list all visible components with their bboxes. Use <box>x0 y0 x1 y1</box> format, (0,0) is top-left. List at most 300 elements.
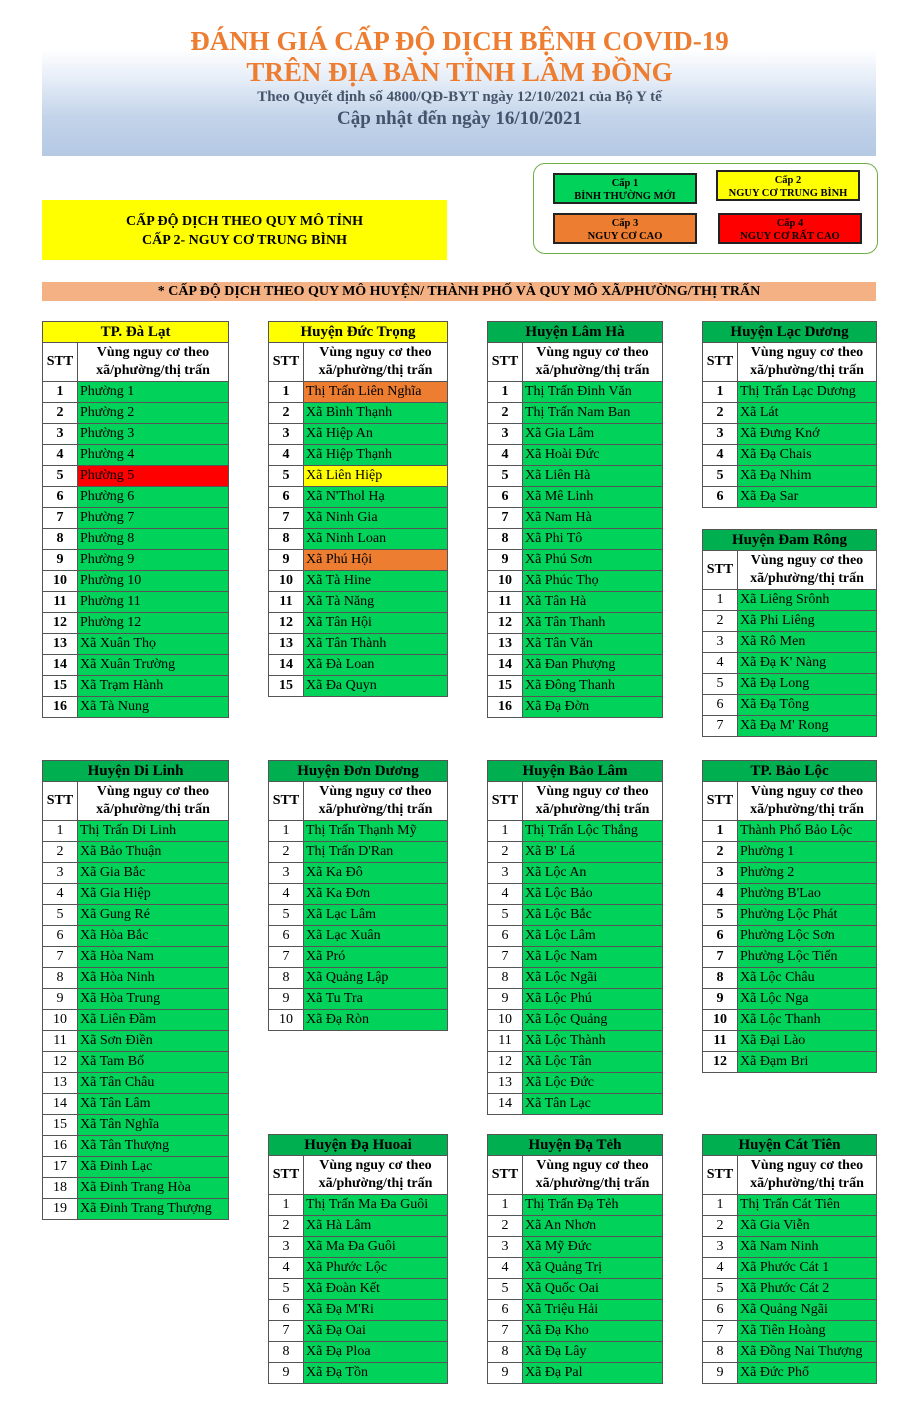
row-number: 7 <box>703 1321 738 1342</box>
row-number: 11 <box>703 1031 738 1052</box>
commune-name: Phường 1 <box>738 842 877 863</box>
commune-name: Phường 4 <box>78 445 229 466</box>
row-number: 2 <box>269 842 304 863</box>
commune-name: Xã Phước Cát 1 <box>738 1258 877 1279</box>
row-number: 5 <box>43 905 78 926</box>
commune-name: Xã Tà Hine <box>304 571 448 592</box>
table-row <box>269 634 448 655</box>
table-row <box>269 613 448 634</box>
table-row <box>488 842 663 863</box>
row-number: 9 <box>269 1363 304 1384</box>
row-number: 4 <box>488 884 523 905</box>
row-number: 9 <box>488 989 523 1010</box>
table-row <box>703 382 877 403</box>
table-row <box>269 989 448 1010</box>
commune-name: Xã Đạ Sar <box>738 487 877 508</box>
commune-name: Xã Xuân Trường <box>78 655 229 676</box>
commune-name: Xã Liên Hà <box>523 466 663 487</box>
commune-name: Xã Tân Văn <box>523 634 663 655</box>
district-table <box>42 321 229 718</box>
row-number: 14 <box>488 655 523 676</box>
district-table <box>702 321 877 508</box>
table-row <box>43 466 229 487</box>
commune-name: Xã Lộc Tân <box>523 1052 663 1073</box>
commune-name: Phường 10 <box>78 571 229 592</box>
row-number: 14 <box>269 655 304 676</box>
table-row <box>43 1073 229 1094</box>
commune-name: Thị Trấn Ma Đa Guôi <box>304 1195 448 1216</box>
commune-name: Xã Phú Hội <box>304 550 448 571</box>
row-number: 2 <box>703 1216 738 1237</box>
district-table <box>268 760 448 1031</box>
commune-name: Xã Đạ K' Nàng <box>738 653 877 674</box>
commune-name: Xã Đinh Trang Hòa <box>78 1178 229 1199</box>
commune-name: Xã Quảng Lập <box>304 968 448 989</box>
district-table <box>487 1134 663 1384</box>
row-number: 5 <box>488 466 523 487</box>
row-number: 14 <box>43 655 78 676</box>
commune-name: Xã Quốc Oai <box>523 1279 663 1300</box>
row-number: 7 <box>43 508 78 529</box>
table-row <box>269 842 448 863</box>
row-number: 4 <box>269 884 304 905</box>
commune-name: Phường 11 <box>78 592 229 613</box>
table-row <box>703 611 877 632</box>
commune-name: Xã Xuân Thọ <box>78 634 229 655</box>
row-number: 1 <box>703 382 738 403</box>
table-row <box>269 884 448 905</box>
table-row <box>488 926 663 947</box>
table-row <box>488 989 663 1010</box>
table-row <box>488 821 663 842</box>
row-number: 16 <box>43 697 78 718</box>
table-row <box>43 1031 229 1052</box>
table-row <box>269 821 448 842</box>
table-row <box>703 403 877 424</box>
table-row <box>703 695 877 716</box>
commune-name: Xã Gia Viễn <box>738 1216 877 1237</box>
commune-name: Xã Lộc An <box>523 863 663 884</box>
commune-name: Xã Triệu Hải <box>523 1300 663 1321</box>
commune-name: Xã Tân Hội <box>304 613 448 634</box>
legend-level-2-label: Cấp 2 <box>774 175 802 186</box>
commune-name: Xã Đồng Nai Thượng <box>738 1342 877 1363</box>
table-row <box>43 382 229 403</box>
table-row <box>43 550 229 571</box>
table-row <box>43 1052 229 1073</box>
table-row <box>269 1321 448 1342</box>
table-row <box>269 466 448 487</box>
area-header-line2: xã/phường/thị trấn <box>535 1176 650 1191</box>
table-row <box>43 947 229 968</box>
commune-name: Xã Bình Thạnh <box>304 403 448 424</box>
table-row <box>43 403 229 424</box>
table-row <box>703 842 877 863</box>
row-number: 6 <box>703 1300 738 1321</box>
province-level-value: CẤP 2- NGUY CƠ TRUNG BÌNH <box>142 233 347 248</box>
row-number: 8 <box>703 1342 738 1363</box>
district-title: Huyện Đạ Tẻh <box>488 1135 663 1156</box>
table-row <box>488 424 663 445</box>
commune-name: Xã Tân Lạc <box>523 1094 663 1115</box>
table-row <box>43 926 229 947</box>
table-row <box>43 592 229 613</box>
table-row <box>43 445 229 466</box>
row-number: 4 <box>269 445 304 466</box>
row-number: 9 <box>43 989 78 1010</box>
row-number: 6 <box>43 487 78 508</box>
area-header-line1: Vùng nguy cơ theo <box>319 1158 432 1173</box>
table-row <box>43 613 229 634</box>
row-number: 6 <box>488 926 523 947</box>
commune-name: Phường 6 <box>78 487 229 508</box>
commune-name: Xã Hòa Ninh <box>78 968 229 989</box>
commune-name: Thị Trấn Di Linh <box>78 821 229 842</box>
row-number: 7 <box>488 947 523 968</box>
row-number: 2 <box>488 842 523 863</box>
commune-name: Xã Ninh Gia <box>304 508 448 529</box>
table-row <box>43 571 229 592</box>
row-number: 3 <box>269 863 304 884</box>
table-row <box>43 884 229 905</box>
row-number: 18 <box>43 1178 78 1199</box>
commune-name: Xã Phi Tô <box>523 529 663 550</box>
title-line1: ĐÁNH GIÁ CẤP ĐỘ DỊCH BỆNH COVID-19 <box>190 26 729 56</box>
table-row <box>488 1363 663 1384</box>
district-table <box>42 760 229 1220</box>
table-row <box>703 1279 877 1300</box>
table-row <box>269 1216 448 1237</box>
commune-name: Xã Phước Cát 2 <box>738 1279 877 1300</box>
area-header-line1: Vùng nguy cơ theo <box>96 784 210 799</box>
commune-name: Phường Lộc Sơn <box>738 926 877 947</box>
table-row <box>703 1321 877 1342</box>
row-number: 2 <box>703 611 738 632</box>
row-number: 7 <box>269 508 304 529</box>
area-header <box>304 782 448 821</box>
district-table <box>702 760 877 1073</box>
row-number: 15 <box>43 1115 78 1136</box>
table-row <box>703 445 877 466</box>
table-row <box>703 863 877 884</box>
table-row <box>43 487 229 508</box>
legend-level-3 <box>553 213 697 244</box>
commune-name: Xã Đan Phượng <box>523 655 663 676</box>
row-number: 8 <box>269 1342 304 1363</box>
row-number: 9 <box>269 550 304 571</box>
legend-level-2 <box>716 170 860 201</box>
area-header-line1: Vùng nguy cơ theo <box>750 1158 864 1173</box>
row-number: 4 <box>488 445 523 466</box>
commune-name: Thị Trấn Cát Tiên <box>738 1195 877 1216</box>
row-number: 6 <box>703 487 738 508</box>
row-number: 7 <box>488 1321 523 1342</box>
table-row <box>488 550 663 571</box>
area-header <box>304 1156 448 1195</box>
table-row <box>43 989 229 1010</box>
row-number: 7 <box>703 716 738 737</box>
area-header-line1: Vùng nguy cơ theo <box>536 1158 649 1173</box>
row-number: 4 <box>269 1258 304 1279</box>
legend-level-1 <box>553 173 697 204</box>
commune-name: Xã Đạ Lây <box>523 1342 663 1363</box>
row-number: 16 <box>488 697 523 718</box>
area-header <box>304 343 448 382</box>
table-row <box>43 863 229 884</box>
district-table <box>702 1134 877 1384</box>
row-number: 4 <box>488 1258 523 1279</box>
commune-name: Xã B' Lá <box>523 842 663 863</box>
table-row <box>488 1216 663 1237</box>
stt-header: STT <box>703 551 738 590</box>
row-number: 15 <box>488 676 523 697</box>
row-number: 16 <box>43 1136 78 1157</box>
table-row <box>703 1031 877 1052</box>
row-number: 2 <box>269 403 304 424</box>
commune-name: Xã Tân Lâm <box>78 1094 229 1115</box>
row-number: 2 <box>43 403 78 424</box>
row-number: 8 <box>269 968 304 989</box>
commune-name: Xã Đạ Ploa <box>304 1342 448 1363</box>
row-number: 13 <box>488 634 523 655</box>
commune-name: Xã Đà Loan <box>304 655 448 676</box>
commune-name: Xã Gia Bắc <box>78 863 229 884</box>
row-number: 11 <box>488 1031 523 1052</box>
row-number: 3 <box>269 1237 304 1258</box>
commune-name: Xã Đinh Trang Thượng <box>78 1199 229 1220</box>
commune-name: Xã Gia Hiệp <box>78 884 229 905</box>
table-row <box>269 1237 448 1258</box>
row-number: 6 <box>488 1300 523 1321</box>
row-number: 6 <box>488 487 523 508</box>
row-number: 12 <box>703 1052 738 1073</box>
table-row <box>269 382 448 403</box>
row-number: 8 <box>703 968 738 989</box>
table-row <box>43 634 229 655</box>
row-number: 15 <box>269 676 304 697</box>
commune-name: Xã Đạ M' Rong <box>738 716 877 737</box>
table-row <box>703 821 877 842</box>
table-row <box>703 905 877 926</box>
table-row <box>703 466 877 487</box>
stt-header: STT <box>488 782 523 821</box>
row-number: 14 <box>488 1094 523 1115</box>
table-row <box>269 592 448 613</box>
commune-name: Phường B'Lao <box>738 884 877 905</box>
table-row <box>43 1010 229 1031</box>
commune-name: Xã Hoài Đức <box>523 445 663 466</box>
area-header-line1: Vùng nguy cơ theo <box>96 345 210 360</box>
row-number: 5 <box>269 466 304 487</box>
table-row <box>488 382 663 403</box>
table-row <box>269 676 448 697</box>
row-number: 11 <box>269 592 304 613</box>
district-title: Huyện Cát Tiên <box>703 1135 877 1156</box>
row-number: 9 <box>269 989 304 1010</box>
row-number: 9 <box>703 1363 738 1384</box>
commune-name: Thị Trấn Lạc Dương <box>738 382 877 403</box>
table-row <box>488 403 663 424</box>
table-row <box>703 590 877 611</box>
commune-name: Xã Lộc Thanh <box>738 1010 877 1031</box>
commune-name: Phường Lộc Phát <box>738 905 877 926</box>
row-number: 4 <box>703 445 738 466</box>
commune-name: Xã Lát <box>738 403 877 424</box>
commune-name: Xã Ka Đơn <box>304 884 448 905</box>
table-row <box>488 445 663 466</box>
district-table <box>702 529 877 737</box>
commune-name: Thị Trấn Đinh Văn <box>523 382 663 403</box>
row-number: 3 <box>269 424 304 445</box>
row-number: 4 <box>43 884 78 905</box>
commune-name: Phường 2 <box>738 863 877 884</box>
row-number: 5 <box>43 466 78 487</box>
area-header <box>738 551 877 590</box>
row-number: 5 <box>703 905 738 926</box>
row-number: 8 <box>488 529 523 550</box>
table-row <box>269 550 448 571</box>
table-row <box>488 592 663 613</box>
commune-name: Phường 8 <box>78 529 229 550</box>
commune-name: Xã Quảng Trị <box>523 1258 663 1279</box>
row-number: 12 <box>488 1052 523 1073</box>
table-row <box>703 968 877 989</box>
stt-header: STT <box>488 1156 523 1195</box>
district-table <box>487 321 663 718</box>
district-table <box>487 760 663 1115</box>
table-row <box>703 424 877 445</box>
row-number: 1 <box>488 382 523 403</box>
legend-level-4-desc: NGUY CƠ RẤT CAO <box>740 231 840 242</box>
row-number: 7 <box>703 947 738 968</box>
commune-name: Phường 12 <box>78 613 229 634</box>
row-number: 9 <box>703 989 738 1010</box>
commune-name: Xã Lạc Lâm <box>304 905 448 926</box>
table-row <box>703 674 877 695</box>
table-row <box>43 1115 229 1136</box>
table-row <box>488 968 663 989</box>
row-number: 12 <box>43 613 78 634</box>
legend-level-1-desc: BÌNH THƯỜNG MỚI <box>574 191 676 202</box>
table-row <box>488 571 663 592</box>
area-header-line1: Vùng nguy cơ theo <box>319 345 432 360</box>
row-number: 1 <box>269 1195 304 1216</box>
table-row <box>703 487 877 508</box>
table-row <box>488 1010 663 1031</box>
commune-name: Xã Lộc Nam <box>523 947 663 968</box>
commune-name: Xã Đạ Tồn <box>304 1363 448 1384</box>
table-row <box>269 529 448 550</box>
commune-name: Xã Trạm Hành <box>78 676 229 697</box>
section-title: * CẤP ĐỘ DỊCH THEO QUY MÔ HUYỆN/ THÀNH PHỐ VÀ QUY MÔ XÃ/PHƯỜNG/THỊ TRẤN <box>42 282 876 301</box>
table-row <box>703 653 877 674</box>
commune-name: Xã Liên Đầm <box>78 1010 229 1031</box>
stt-header: STT <box>43 343 78 382</box>
table-row <box>488 676 663 697</box>
row-number: 8 <box>269 529 304 550</box>
table-row <box>488 863 663 884</box>
table-row <box>703 1216 877 1237</box>
row-number: 8 <box>488 968 523 989</box>
commune-name: Xã An Nhơn <box>523 1216 663 1237</box>
commune-name: Xã Liên Hiệp <box>304 466 448 487</box>
row-number: 6 <box>269 926 304 947</box>
commune-name: Xã Gia Lâm <box>523 424 663 445</box>
table-row <box>488 1094 663 1115</box>
commune-name: Xã Lộc Bắc <box>523 905 663 926</box>
legend-level-3-desc: NGUY CƠ CAO <box>587 231 663 242</box>
row-number: 2 <box>703 842 738 863</box>
row-number: 14 <box>43 1094 78 1115</box>
commune-name: Thành Phố Bảo Lộc <box>738 821 877 842</box>
area-header-line2: xã/phường/thị trấn <box>318 363 433 378</box>
table-row <box>43 1157 229 1178</box>
commune-name: Xã Tam Bố <box>78 1052 229 1073</box>
district-title: TP. Bảo Lộc <box>703 761 877 782</box>
table-row <box>269 1363 448 1384</box>
area-header <box>738 343 877 382</box>
row-number: 2 <box>43 842 78 863</box>
commune-name: Xã Đạ Kho <box>523 1321 663 1342</box>
area-header-line2: xã/phường/thị trấn <box>96 363 210 378</box>
table-row <box>488 1300 663 1321</box>
area-header-line1: Vùng nguy cơ theo <box>536 784 649 799</box>
district-title: Huyện Đạ Huoai <box>269 1135 448 1156</box>
commune-name: Xã Tân Thanh <box>523 613 663 634</box>
commune-name: Xã Tu Tra <box>304 989 448 1010</box>
commune-name: Xã Đông Thanh <box>523 676 663 697</box>
row-number: 8 <box>43 968 78 989</box>
row-number: 5 <box>703 466 738 487</box>
row-number: 2 <box>703 403 738 424</box>
table-row <box>703 926 877 947</box>
area-header-line2: xã/phường/thị trấn <box>96 802 210 817</box>
commune-name: Xã Ka Đô <box>304 863 448 884</box>
commune-name: Thị Trấn Liên Nghĩa <box>304 382 448 403</box>
table-row <box>488 1342 663 1363</box>
commune-name: Xã Tiên Hoàng <box>738 1321 877 1342</box>
commune-name: Xã Đạ Pal <box>523 1363 663 1384</box>
row-number: 7 <box>43 947 78 968</box>
district-title: Huyện Đam Rông <box>703 530 877 551</box>
decision-reference: Theo Quyết định số 4800/QĐ-BYT ngày 12/10/2021 của Bộ Y tế <box>257 89 662 105</box>
legend-level-1-label: Cấp 1 <box>611 178 639 189</box>
table-row <box>488 1237 663 1258</box>
row-number: 1 <box>488 821 523 842</box>
row-number: 3 <box>703 424 738 445</box>
row-number: 7 <box>488 508 523 529</box>
commune-name: Xã Lộc Đức <box>523 1073 663 1094</box>
table-row <box>269 926 448 947</box>
legend-level-4-label: Cấp 4 <box>776 218 804 229</box>
table-row <box>703 1237 877 1258</box>
row-number: 11 <box>43 592 78 613</box>
commune-name: Xã Đạ Nhim <box>738 466 877 487</box>
table-row <box>43 424 229 445</box>
row-number: 5 <box>488 905 523 926</box>
commune-name: Xã Hà Lâm <box>304 1216 448 1237</box>
table-row <box>488 697 663 718</box>
commune-name: Xã Lạc Xuân <box>304 926 448 947</box>
commune-name: Xã Đại Lào <box>738 1031 877 1052</box>
row-number: 15 <box>43 676 78 697</box>
area-header <box>738 1156 877 1195</box>
area-header-line1: Vùng nguy cơ theo <box>750 553 864 568</box>
province-level-title: CẤP ĐỘ DỊCH THEO QUY MÔ TỈNH <box>126 214 363 229</box>
row-number: 3 <box>703 632 738 653</box>
commune-name: Phường 3 <box>78 424 229 445</box>
table-row <box>703 1342 877 1363</box>
